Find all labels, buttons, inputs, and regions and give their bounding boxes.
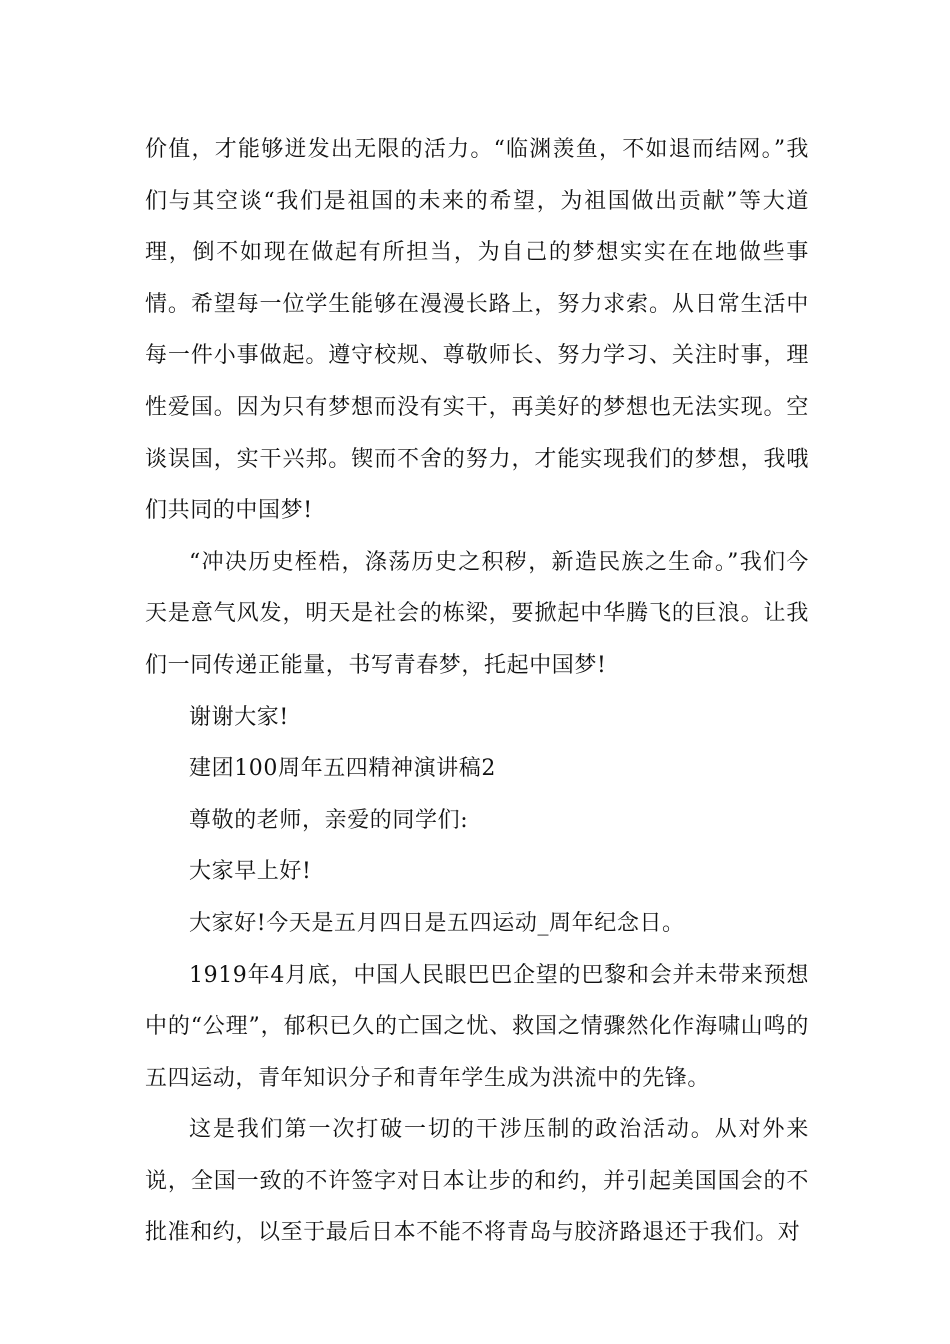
- paragraph-thanks: 谢谢大家!: [189, 704, 289, 730]
- salutation: 尊敬的老师，亲爱的同学们:: [189, 807, 469, 833]
- paragraph-politics: 这是我们第一次打破一切的干涉压制的政治活动。从对外来说，全国一致的不许签字对日本让步的和约，并引起美国国会的不批准和约，以至于最后日本不能不将青岛与胶济路退还于我们。对: [145, 1117, 809, 1246]
- paragraph-1: 价值，才能够迸发出无限的活力。“临渊羡鱼，不如退而结网。”我们与其空谈“我们是祖国的未来的希望，为祖国做出贡献”等大道理，倒不如现在做起有所担当，为自己的梦想实实在在地做些事情。希望每一位学生能够在漫漫长路上，努力求索。从日常生活中每一件小事做起。遵守校规、尊敬师长、努力学习、关注时事，理性爱国。因为只有梦想而没有实干，再美好的梦想也无法实现。空谈误国，实干兴邦。锲而不舍的努力，才能实现我们的梦想，我哦们共同的中国梦!: [145, 137, 809, 524]
- greeting: 大家早上好!: [189, 859, 312, 885]
- paragraph-history: 1919年4月底，中国人民眼巴巴企望的巴黎和会并未带来预想中的“公理”，郁积已久的亡国之忧、救国之情骤然化作海啸山鸣的五四运动，青年知识分子和青年学生成为洪流中的先锋。: [145, 962, 809, 1091]
- paragraph-date: 大家好!今天是五月四日是五四运动_周年纪念日。: [189, 910, 685, 936]
- paragraph-2: “冲决历史桎梏，涤荡历史之积秽，新造民族之生命。”我们今天是意气风发，明天是社会的栋梁，要掀起中华腾飞的巨浪。让我们一同传递正能量，书写青春梦，托起中国梦!: [145, 549, 809, 678]
- document-body: [145, 124, 809, 1259]
- speech-title: 建团100周年五四精神演讲稿2: [189, 756, 496, 782]
